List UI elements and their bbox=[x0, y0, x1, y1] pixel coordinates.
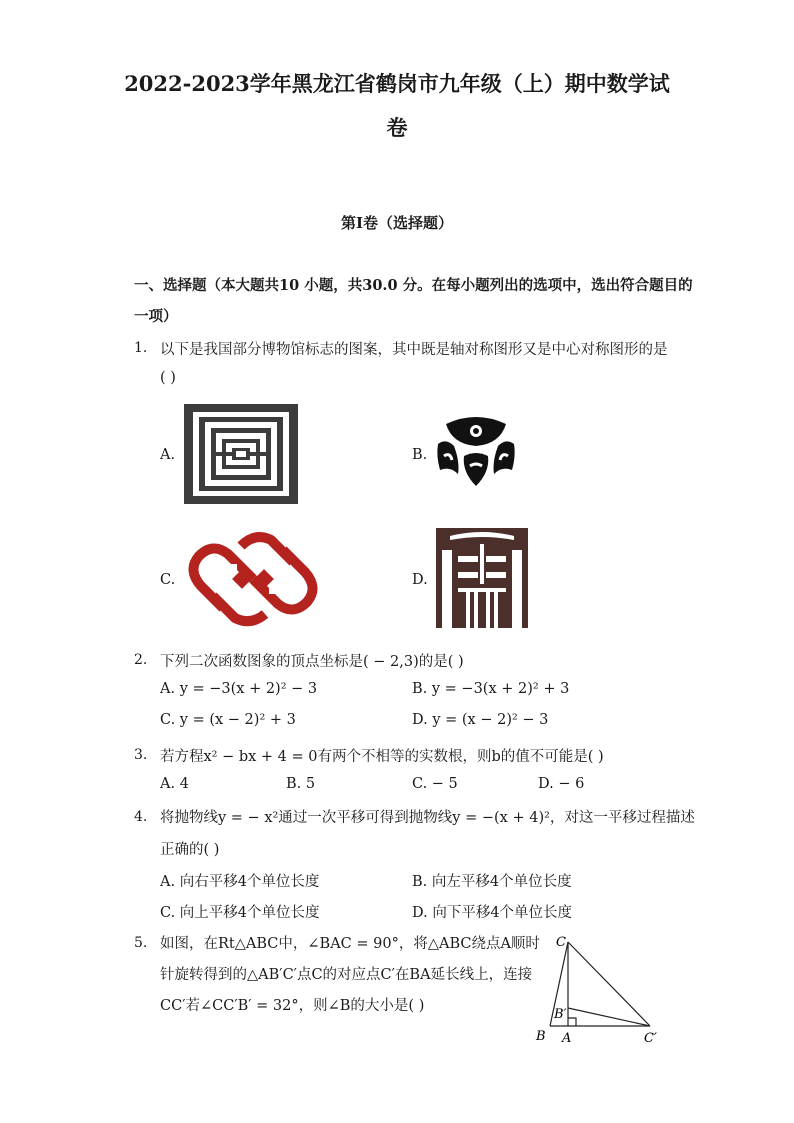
q4-option-b: B. 向左平移4个单位长度 bbox=[412, 874, 572, 890]
section-heading: 第I卷（选择题） bbox=[340, 214, 454, 232]
right-angle-mark bbox=[568, 1018, 576, 1026]
label-b-prime: B′ bbox=[554, 1007, 567, 1022]
museum-logo-d-icon bbox=[436, 528, 528, 628]
q1-number: 1. bbox=[134, 340, 148, 356]
museum-logo-b-icon bbox=[436, 416, 516, 488]
q2-option-d: D. y = (x − 2)² − 3 bbox=[412, 712, 549, 728]
q2-option-a: A. y = −3(x + 2)² − 3 bbox=[160, 681, 318, 697]
title-line-2: 卷 bbox=[386, 115, 408, 140]
q4-option-c: C. 向上平移4个单位长度 bbox=[160, 905, 320, 921]
q1-option-c-label: C. bbox=[160, 572, 176, 588]
label-b: B bbox=[536, 1029, 546, 1044]
part1-instruction: 一、选择题（本大题共10 小题，共30.0 分。在每小题列出的选项中，选出符合题目的 bbox=[134, 277, 693, 294]
edge-b-prime-c-prime bbox=[568, 1008, 650, 1026]
q2-option-c: C. y = (x − 2)² + 3 bbox=[160, 712, 296, 728]
q3-option-d: D. − 6 bbox=[538, 776, 585, 792]
museum-logo-a-icon bbox=[184, 404, 298, 504]
q1-stem: 以下是我国部分博物馆标志的图案，其中既是轴对称图形又是中心对称图形的是 bbox=[160, 342, 668, 358]
q4-number: 4. bbox=[134, 809, 148, 825]
q3-stem: 若方程x² − bx + 4 = 0有两个不相等的实数根，则b的值不可能是( ) bbox=[160, 749, 604, 765]
edge-cc-prime bbox=[568, 942, 650, 1026]
title-line-1: 2022-2023学年黑龙江省鹤岗市九年级（上）期中数学试 bbox=[124, 71, 670, 96]
q5-stem-line1: 如图，在Rt△ABC中，∠BAC = 90°，将△ABC绕点A顺时 bbox=[160, 936, 540, 952]
q3-option-b: B. 5 bbox=[286, 776, 316, 792]
q1-option-b-label: B. bbox=[412, 447, 428, 463]
q3-option-a: A. 4 bbox=[160, 776, 189, 792]
q2-option-b: B. y = −3(x + 2)² + 3 bbox=[412, 681, 570, 697]
label-c: C bbox=[556, 935, 566, 950]
part1-instruction-cont: 一项） bbox=[134, 308, 178, 325]
q1-option-a-label: A. bbox=[160, 447, 176, 463]
q4-stem-cont: 正确的( ) bbox=[160, 842, 220, 858]
q5-stem-line3: CC′若∠CC′B′ = 32°，则∠B的大小是( ) bbox=[160, 998, 425, 1014]
label-c-prime: C′ bbox=[644, 1031, 657, 1046]
q2-number: 2. bbox=[134, 652, 148, 668]
q4-stem: 将抛物线y = − x²通过一次平移可得到抛物线y = −(x + 4)²，对这一平移过程描述 bbox=[160, 810, 695, 826]
museum-logo-c-icon bbox=[183, 532, 323, 627]
q4-option-d: D. 向下平移4个单位长度 bbox=[412, 905, 573, 921]
q3-option-c: C. − 5 bbox=[412, 776, 458, 792]
q5-triangle-figure bbox=[530, 930, 666, 1048]
q5-stem-line2: 针旋转得到的△AB′C′点C的对应点C′在BA延长线上，连接 bbox=[160, 967, 533, 983]
q4-option-a: A. 向右平移4个单位长度 bbox=[160, 874, 320, 890]
q1-option-d-label: D. bbox=[412, 572, 428, 588]
q2-stem: 下列二次函数图象的顶点坐标是( − 2,3)的是( ) bbox=[160, 654, 464, 670]
q3-number: 3. bbox=[134, 747, 148, 763]
label-a: A bbox=[562, 1031, 572, 1046]
q1-paren: ( ) bbox=[160, 370, 176, 386]
q5-number: 5. bbox=[134, 935, 148, 951]
